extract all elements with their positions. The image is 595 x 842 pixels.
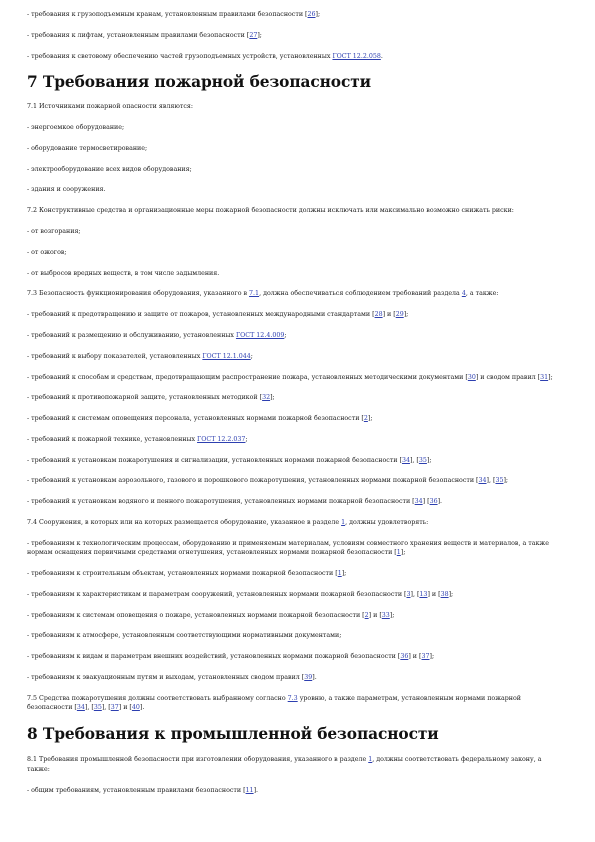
paragraph bbox=[27, 755, 557, 774]
paragraph-text: , должна обеспечиваться соблюдением требований раздела bbox=[259, 290, 462, 298]
paragraph bbox=[27, 31, 557, 41]
paragraph bbox=[27, 206, 557, 216]
reference-link[interactable]: 2 bbox=[363, 415, 368, 423]
paragraph bbox=[27, 631, 557, 641]
paragraph bbox=[27, 331, 557, 341]
paragraph bbox=[27, 310, 557, 320]
paragraph-text: ; bbox=[284, 331, 287, 339]
paragraph-text: 7.2 Конструктивные средства и организационные меры пожарной безопасности должны исключать или максимально возможно снижать риски: bbox=[27, 207, 514, 215]
paragraph bbox=[27, 786, 557, 796]
paragraph-text: - энергоемкое оборудование; bbox=[27, 124, 125, 132]
reference-link[interactable]: ГОСТ 12.1.044 bbox=[202, 352, 251, 360]
paragraph-text: ]; bbox=[367, 415, 373, 423]
reference-link[interactable]: 32 bbox=[262, 394, 271, 402]
paragraph-text: - требований к противопожарной защите, установленных методикой [ bbox=[27, 394, 263, 402]
reference-link[interactable]: 31 bbox=[540, 373, 549, 381]
requirements-list-6 bbox=[27, 10, 557, 61]
paragraph-text: ]; bbox=[548, 373, 553, 381]
paragraph-text: ]. bbox=[253, 786, 259, 794]
paragraph bbox=[27, 393, 557, 403]
paragraph bbox=[27, 102, 557, 112]
reference-link[interactable]: 1 bbox=[341, 518, 346, 526]
paragraph-text: - требований к установкам водяного и пенного пожаротушения, установленных нормами пожарной безопасности [ bbox=[27, 498, 415, 506]
reference-link[interactable]: 38 bbox=[440, 590, 449, 598]
paragraph-text: - требований к выбору показателей, установленных bbox=[27, 352, 203, 360]
paragraph-text: ] [ bbox=[422, 498, 430, 506]
paragraph-text: - здания и сооружения. bbox=[27, 186, 106, 194]
reference-link[interactable]: 11 bbox=[245, 786, 254, 794]
paragraph-text: ] и [ bbox=[118, 704, 132, 712]
paragraph bbox=[27, 185, 557, 195]
paragraph-text: ]. bbox=[437, 498, 443, 506]
paragraph bbox=[27, 652, 557, 662]
paragraph bbox=[27, 52, 557, 62]
paragraph-text: - требованиям к системам оповещения о пожаре, установленных нормами пожарной безопасности [ bbox=[27, 611, 365, 619]
paragraph-text: - требований к системам оповещения персонала, установленных нормами пожарной безопасности [ bbox=[27, 415, 364, 423]
paragraph bbox=[27, 123, 557, 133]
paragraph bbox=[27, 414, 557, 424]
paragraph-text: ], [ bbox=[410, 590, 420, 598]
paragraph-text: - требования к грузоподъемным кранам, установленным правилами безопасности [ bbox=[27, 11, 308, 18]
paragraph-text: ; bbox=[250, 352, 253, 360]
reference-link[interactable]: 39 bbox=[304, 674, 313, 682]
paragraph-text: - от возгорания; bbox=[27, 228, 81, 236]
paragraph-text: ] и [ bbox=[382, 311, 396, 319]
reference-link[interactable]: 34 bbox=[478, 477, 487, 485]
paragraph-text: ]; bbox=[429, 653, 435, 661]
paragraph-text: - электрооборудование всех видов оборудования; bbox=[27, 165, 192, 173]
reference-link[interactable]: ГОСТ 12.4.009 bbox=[235, 331, 285, 339]
paragraph-text: - требования к световому обеспечению частей грузоподъемных устройств, установленных bbox=[27, 52, 333, 60]
paragraph bbox=[27, 673, 557, 683]
paragraph bbox=[27, 497, 557, 507]
paragraph-text: 8.1 Требования промышленной безопасности при изготовлении оборудования, указанного в разделе bbox=[27, 756, 369, 764]
paragraph-text: ] и [ bbox=[368, 611, 382, 619]
paragraph-text: - общим требованиям, установленным правилами безопасности [ bbox=[27, 786, 246, 794]
paragraph bbox=[27, 569, 557, 579]
reference-link[interactable]: 7.1 bbox=[249, 290, 260, 298]
section-8-heading: 8 Требования к промышленной безопасности bbox=[27, 725, 439, 744]
paragraph-text: 7.5 Средства пожаротушения должны соответствовать выбранному согласно bbox=[27, 694, 288, 702]
section-8-body bbox=[27, 755, 557, 795]
paragraph bbox=[27, 248, 557, 258]
reference-link[interactable]: 1 bbox=[368, 756, 373, 764]
paragraph bbox=[27, 269, 557, 279]
paragraph-text: - требований к способам и средствам, предотвращающим распространение пожара, установленных методическими документами [ bbox=[27, 373, 468, 381]
paragraph bbox=[27, 694, 557, 713]
reference-link[interactable]: 33 bbox=[381, 611, 390, 619]
paragraph bbox=[27, 476, 557, 486]
reference-link[interactable]: 35 bbox=[418, 456, 427, 464]
paragraph-text: ]; bbox=[270, 394, 275, 402]
paragraph-text: - от выбросов вредных веществ, в том числе задымления. bbox=[27, 269, 220, 277]
section-7-heading: 7 Требования пожарной безопасности bbox=[27, 73, 371, 92]
paragraph-text: - требованиям к характеристикам и параметрам сооружений, установленных нормами пожарной безопасности [ bbox=[27, 590, 407, 598]
reference-link[interactable]: 3 bbox=[406, 590, 411, 598]
reference-link[interactable]: 13 bbox=[419, 590, 428, 598]
paragraph-text: - требований к размещению и обслуживанию, установленных bbox=[27, 331, 236, 339]
paragraph-text: , должны удовлетворять: bbox=[345, 518, 429, 526]
paragraph bbox=[27, 165, 557, 175]
reference-link[interactable]: 35 bbox=[93, 704, 102, 712]
paragraph-text: - требования к лифтам, установленным правилами безопасности [ bbox=[27, 31, 250, 39]
paragraph-text: 7.3 Безопасность функционирования оборудования, указанного в bbox=[27, 290, 250, 298]
paragraph-text: ]; bbox=[403, 311, 409, 319]
paragraph bbox=[27, 289, 557, 299]
reference-link[interactable]: 1 bbox=[396, 549, 401, 557]
paragraph bbox=[27, 539, 557, 558]
paragraph-text: ], [ bbox=[101, 704, 111, 712]
paragraph-text: 7.1 Источниками пожарной опасности являются: bbox=[27, 103, 193, 111]
reference-link[interactable]: 35 bbox=[495, 477, 504, 485]
paragraph-text: - оборудование термосветирование; bbox=[27, 144, 148, 152]
paragraph-text: ]; bbox=[389, 611, 395, 619]
paragraph-text: ] и сводом правил [ bbox=[475, 373, 541, 381]
document-page bbox=[27, 10, 557, 806]
paragraph-text: ], [ bbox=[409, 456, 419, 464]
paragraph bbox=[27, 518, 557, 528]
reference-link[interactable]: 37 bbox=[110, 704, 119, 712]
paragraph-text: ]; bbox=[315, 11, 321, 18]
reference-link[interactable]: 34 bbox=[76, 704, 85, 712]
paragraph-text: - требований к установкам пожаротушения и сигнализации, установленных нормами пожарной безопасности [ bbox=[27, 456, 402, 464]
paragraph-text: ] и [ bbox=[408, 653, 422, 661]
paragraph-text: ; bbox=[245, 435, 248, 443]
paragraph-text: ] и [ bbox=[427, 590, 441, 598]
paragraph bbox=[27, 144, 557, 154]
reference-link[interactable]: 4 bbox=[461, 290, 466, 298]
reference-link[interactable]: 2 bbox=[364, 611, 369, 619]
paragraph bbox=[27, 227, 557, 237]
paragraph-text: - требованиям к видам и параметрам внешних воздействий, установленных нормами пожарной безопасности [ bbox=[27, 653, 401, 661]
reference-link[interactable]: 26 bbox=[307, 11, 316, 18]
reference-link[interactable]: 28 bbox=[374, 311, 383, 319]
paragraph-text: ]. bbox=[312, 674, 317, 682]
paragraph-text: - требований к пожарной технике, установленных bbox=[27, 435, 198, 443]
paragraph-text: 7.4 Сооружения, в которых или на которых размещается оборудование, указанное в разделе bbox=[27, 518, 342, 526]
paragraph-text: ]; bbox=[400, 549, 406, 557]
reference-link[interactable]: 30 bbox=[467, 373, 476, 381]
paragraph bbox=[27, 590, 557, 600]
paragraph-text: - от ожогов; bbox=[27, 248, 67, 256]
paragraph-text: ]; bbox=[448, 590, 454, 598]
paragraph-text: ], [ bbox=[486, 477, 496, 485]
paragraph-text: . bbox=[380, 52, 383, 60]
paragraph-text: - требованиям к эвакуационным путям и выходам, установленных сводом правил [ bbox=[27, 674, 305, 682]
paragraph-text: - требований к установкам аэрозольного, газового и порошкового пожаротушения, установленных нормами пожарной безопасности [ bbox=[27, 477, 479, 485]
reference-link[interactable]: 34 bbox=[401, 456, 410, 464]
reference-link[interactable]: 34 bbox=[414, 498, 423, 506]
paragraph-text: - требованиям к атмосфере, установленным соответствующими нормативными документами; bbox=[27, 632, 342, 640]
paragraph-text: ], [ bbox=[84, 704, 94, 712]
section-7-body bbox=[27, 102, 557, 713]
paragraph-text: - требованиям к технологическим процессам, оборудованию и применяемым материалам, условиям совместного хранения веществ и материалов, а также нормам оснащения первичными средствами огнетушения, установленных нормами пожарной безопасности [ bbox=[27, 539, 549, 557]
paragraph-text: - требованиям к строительным объектам, установленных нормами пожарной безопасности [ bbox=[27, 570, 338, 578]
reference-link[interactable]: 27 bbox=[249, 31, 258, 39]
paragraph bbox=[27, 456, 557, 466]
reference-link[interactable]: 29 bbox=[395, 311, 404, 319]
paragraph bbox=[27, 435, 557, 445]
paragraph-text: ]; bbox=[341, 570, 347, 578]
paragraph-text: , а также: bbox=[465, 290, 499, 298]
reference-link[interactable]: 1 bbox=[337, 570, 342, 578]
reference-link[interactable]: 40 bbox=[131, 704, 140, 712]
paragraph-text: - требований к предотвращению и защите от пожаров, установленных международными стандартами [ bbox=[27, 311, 375, 319]
paragraph-text: ]; bbox=[257, 31, 262, 39]
paragraph bbox=[27, 373, 557, 383]
reference-link[interactable]: 36 bbox=[429, 498, 438, 506]
paragraph-text: ]; bbox=[426, 456, 432, 464]
paragraph bbox=[27, 611, 557, 621]
reference-link[interactable]: 36 bbox=[400, 653, 409, 661]
paragraph-text: ]. bbox=[139, 704, 145, 712]
reference-link[interactable]: ГОСТ 12.2.037 bbox=[197, 435, 246, 443]
reference-link[interactable]: 7.3 bbox=[287, 694, 298, 702]
paragraph-text: , должны соответствовать федеральному закону, а также: bbox=[27, 756, 542, 773]
paragraph bbox=[27, 352, 557, 362]
paragraph bbox=[27, 10, 557, 20]
reference-link[interactable]: 37 bbox=[421, 653, 430, 661]
reference-link[interactable]: ГОСТ 12.2.058 bbox=[332, 52, 381, 60]
paragraph-text: ]; bbox=[503, 477, 509, 485]
paragraph-text: уровню, а также параметрам, установленным нормами пожарной безопасности [ bbox=[27, 694, 521, 712]
